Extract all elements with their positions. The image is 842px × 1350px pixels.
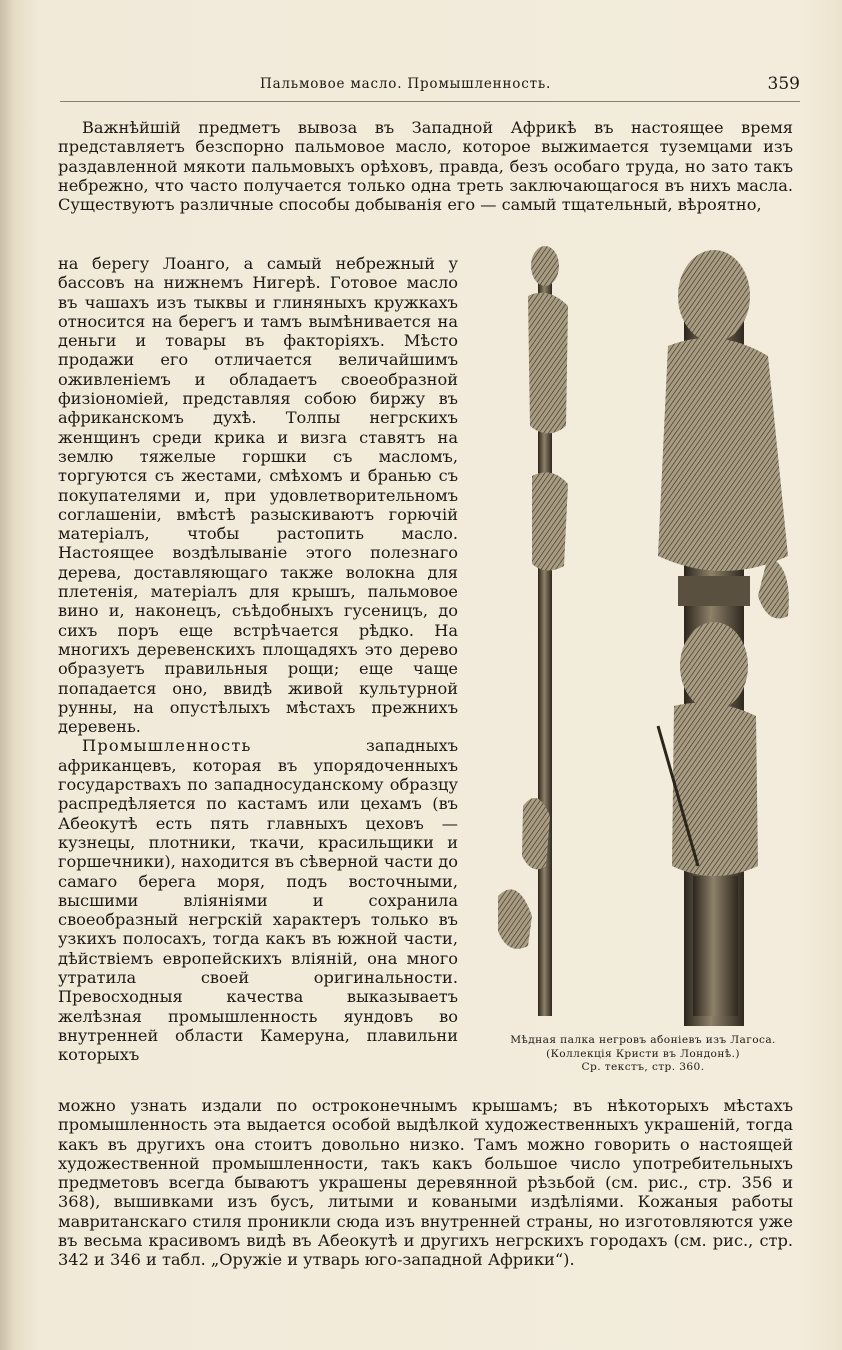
lower-head-figure bbox=[680, 622, 748, 710]
paragraph-palm-oil: Важнѣйшій предметъ вывоза въ Западной Африкѣ въ настоящее время представляетъ безспорно пальмовое масло, которое выжимается туземцами изъ раздавленной мякоти пальмовыхъ орѣховъ, правда, безъ особаго труда, но зато такъ небрежно, что часто получается только одна треть заключающагося въ нихъ масла. Существуютъ различные способы добыванія его — самый тщательный, вѣроятно, bbox=[58, 118, 793, 215]
full-width-paragraph bbox=[58, 118, 793, 214]
header-rule bbox=[60, 101, 800, 102]
full-width-continuation bbox=[58, 1096, 793, 1270]
page-number: 359 bbox=[767, 74, 800, 94]
figure-caption bbox=[490, 1034, 796, 1075]
engraving-brass-staff bbox=[488, 226, 800, 1026]
paragraph-industry-continued: можно узнать издали по остроконечнымъ крышамъ; въ нѣкоторыхъ мѣстахъ промышленность эта выдается особой выдѣлкой художественныхъ украшеній, тогда какъ въ другихъ она стоитъ довольно низко. Тамъ можно говорить о настоящей художественной промышленности, такъ какъ большое число употребительныхъ предметовъ всегда бываютъ украшены деревянной рѣзьбой (см. рис., стр. 356 и 368), вышивками изъ бусъ, литыми и коваными издѣліями. Кожаныя работы мавританскаго стиля проникли сюда изъ внутренней страны, но изготовляются уже въ весьма красивомъ видѣ въ Абеокутѣ и другихъ негрскихъ городахъ (см. рис., стр. 342 и 346 и табл. „Оружіе и утварь юго-западной Африки“). bbox=[58, 1096, 793, 1270]
upper-head-figure bbox=[678, 250, 750, 342]
paragraph-palm-oil-continued: на берегу Лоанго, а самый небрежный у бассовъ на нижнемъ Нигерѣ. Готовое масло въ чашахъ изъ тыквы и глиняныхъ кружкахъ относится на берегъ и тамъ вымѣнивается на деньги и товары въ факторіяхъ. Мѣсто продажи его отличается величайшимъ оживленіемъ и обладаетъ своеобразной физіономіей, представляя собою биржу въ африканскомъ духѣ. Толпы негрскихъ женщинъ среди крика и визга ставятъ на землю тяжелые горшки съ масломъ, торгуются съ жестами, смѣхомъ и бранью съ покупателями и, при удовлетворительномъ соглашеніи, вмѣстѣ разыскиваютъ горючій матеріалъ, чтобы растопить масло. Настоящее воздѣлываніе этого полезнаго дерева, доставляющаго также волокна для плетенія, матеріалъ для крышъ, пальмовое вино и, наконецъ, съѣдобныхъ гусеницъ, до сихъ поръ еще встрѣчается рѣдко. На многихъ деревенскихъ площадяхъ это дерево образуетъ правильныя рощи; еще чаще попадается оно, ввидѣ живой культурной рунны, на опустѣлыхъ мѣстахъ прежнихъ деревень. bbox=[58, 254, 458, 737]
caption-text: Мѣдная палка негровъ абоніевъ изъ Лагоса. (Коллекція Кристи въ Лондонѣ.) bbox=[510, 1034, 776, 1060]
caption-reference: Ср. текстъ, стр. 360. bbox=[581, 1061, 705, 1073]
running-title: Пальмовое масло. Промышленность. bbox=[260, 76, 552, 92]
industry-lead-word: Промышленность bbox=[82, 736, 252, 756]
brass-staff-illustration bbox=[488, 226, 800, 1026]
left-column-text bbox=[58, 254, 458, 1064]
paragraph-industry bbox=[58, 736, 458, 1064]
running-header bbox=[60, 74, 800, 100]
industry-text: западныхъ африканцевъ, которая въ упорядоченныхъ государствахъ по западносуданскому образцу распредѣляется по кастамъ или цехамъ (въ Абеокутѣ есть пять главныхъ цеховъ — кузнецы, плотники, ткачи, красильщики и горшечники), находится въ сѣверной части до самаго берега моря, подъ восточными, высшими вліяніями и сохранила своеобразный негрскій характеръ только въ узкихъ полосахъ, тогда какъ въ южной части, дѣйствіемъ европейскихъ вліяній, она много утратила своей оригинальности. Превосходныя качества выказываетъ желѣзная промышленность яундовъ во внутренней области Камеруна, плавильни которыхъ bbox=[58, 736, 458, 1065]
